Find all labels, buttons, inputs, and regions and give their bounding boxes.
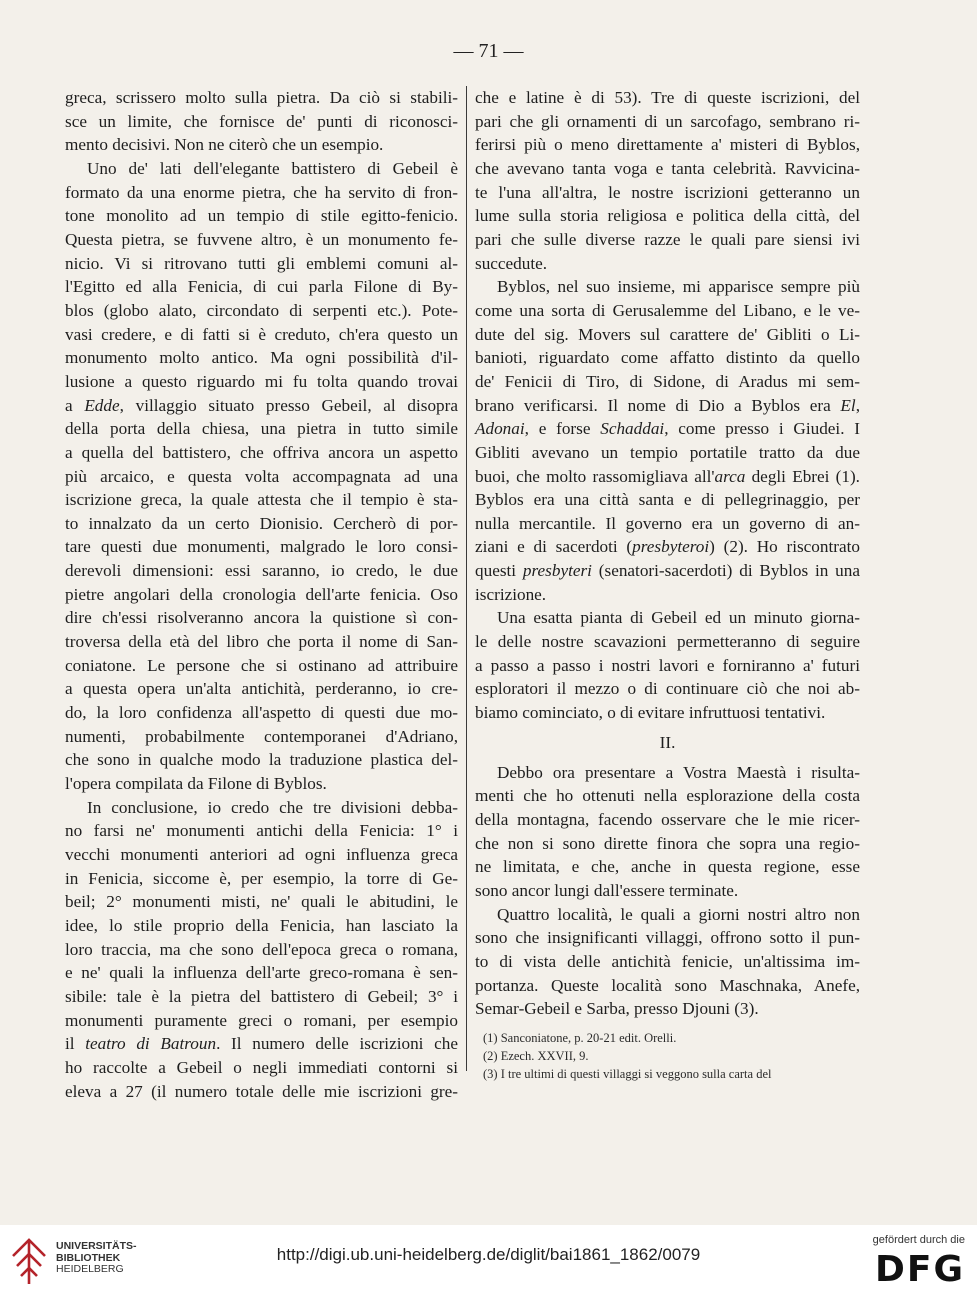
library-name-line1: UNIVERSITÄTS- <box>56 1240 137 1252</box>
dfg-logo: DFG <box>874 1249 965 1290</box>
text-line: il teatro di Batroun. Il numero delle iscrizioni che <box>65 1034 458 1054</box>
text-line: troversa della età del libro che porta il nome di San- <box>65 632 458 652</box>
text-line: coniatone. Le persone che si ostinano ad attribuire <box>65 655 458 675</box>
text-line: esploratori il mezzo o di continuare ciò che noi ab- <box>475 679 860 699</box>
text-line: loro traccia, ma che sono dell'epoca greca o romana, <box>65 939 458 959</box>
text-line: beil; 2° monumenti misti, ne' quali le abitudini, le <box>65 892 458 912</box>
text-line: mento decisivi. Non ne citerò che un esempio. <box>65 135 384 155</box>
footnotes <box>475 1029 860 1083</box>
text-line: pari che sulle diverse razze le quali pare siensi ivi <box>475 229 860 249</box>
text-line: Questa pietra, se fuvvene altro, è un monumento fe- <box>65 229 458 249</box>
text-line: l'opera compilata da Filone di Byblos. <box>65 774 327 794</box>
text-line: sce un limite, che fornisce de' punti di riconosci- <box>65 111 458 131</box>
text-line: blos (globo alato, circondato di serpenti etc.). Pote- <box>65 300 458 320</box>
text-line: Adonai, e forse Schaddai, come presso i Giudei. I <box>475 419 860 439</box>
text-line: ne limitata, e che, anche in questa regione, esse <box>475 857 860 877</box>
section-heading: II. <box>659 732 676 752</box>
text-line: le delle nostre scavazioni permetteranno di seguire <box>475 632 860 652</box>
text-line: buoi, che molto rassomigliava all'arca degli Ebrei (1). <box>475 466 860 486</box>
text-line: banioti, riguardato come affatto distinto da quello <box>475 348 860 368</box>
text-line: biamo cominciato, o di evitare infruttuosi tentativi. <box>475 703 826 723</box>
text-line: Quattro località, le quali a giorni nostri altro non <box>497 904 860 924</box>
text-line: succedute. <box>475 253 548 273</box>
text-line: menti che ho ottenuti nella esplorazione della costa <box>475 786 860 806</box>
sponsor-label: gefördert durch die <box>872 1234 965 1246</box>
right-column-part-1 <box>475 86 860 725</box>
permalink-url[interactable]: http://digi.ub.uni-heidelberg.de/diglit/bai1861_1862/0079 <box>276 1245 701 1264</box>
text-line: in Fenicia, siccome è, per esempio, la torre di Ge- <box>65 868 458 888</box>
text-line: dute del sig. Movers sul carattere de' Gibliti o Li- <box>475 324 860 344</box>
footnote: (1) Sanconiatone, p. 20-21 edit. Orelli. <box>483 1030 677 1045</box>
text-line: brano verificarsi. Il nome di Dio a Byblos era El, <box>475 395 860 415</box>
text-line: Byblos era una città santa e di pellegrinaggio, per <box>475 490 860 510</box>
text-line: vecchi monumenti anteriori ad ogni influenza greca <box>65 845 458 864</box>
text-line: ziani e di sacerdoti (presbyteroi) (2). Ho riscontrato <box>475 537 860 557</box>
library-name-line3: HEIDELBERG <box>56 1263 124 1275</box>
text-line: derevoli dimensioni: essi saranno, io credo, le due <box>65 561 458 581</box>
left-text-column <box>65 86 458 1103</box>
text-line: idee, lo stile proprio della Fenicia, han lasciato la <box>65 915 458 935</box>
text-line: come una sorta di Gerusalemme del Libano, e le ve- <box>475 300 860 320</box>
right-column-part-2 <box>475 761 860 1021</box>
text-line: tone monolito ad un tempio di stile egitto-fenicio. <box>65 206 458 226</box>
text-line: sono che insignificanti villaggi, offrono sotto il pun- <box>475 928 860 948</box>
right-text-column <box>475 86 860 1083</box>
text-line: lusione a questo riguardo mi fu tolta quando trovai <box>65 371 458 391</box>
text-line: nicio. Vi si ritrovano tutti gli emblemi comuni al- <box>65 253 458 273</box>
text-line: a quella del battistero, che offriva ancora un aspetto <box>65 442 458 462</box>
column-divider <box>466 86 467 1071</box>
text-line: Gibliti avevano un tempio portatile tratto da due <box>475 442 860 462</box>
text-line: lume sulla storia religiosa e politica della città, del <box>475 206 860 226</box>
text-line: te l'una all'altra, le nostre iscrizioni getteranno un <box>475 182 860 202</box>
text-line: questi presbyteri (senatori-sacerdoti) di Byblos in una <box>475 561 860 581</box>
text-line: della montagna, facendo osservare che le mie ricer- <box>475 810 860 830</box>
text-line: iscrizione greca, la quale attesta che il tempio è sta- <box>65 490 458 510</box>
footnote: (3) I tre ultimi di questi villaggi si veggono sulla carta del <box>483 1066 772 1081</box>
text-line: a passo a passo i nostri lavori e forniranno a' futuri <box>475 655 860 675</box>
text-line: no farsi ne' monumenti antichi della Fenicia: 1° i <box>65 821 458 841</box>
text-line: eleva a 27 (il numero totale delle mie iscrizioni gre- <box>65 1081 458 1101</box>
text-line: Byblos, nel suo insieme, mi apparisce sempre più <box>497 277 860 297</box>
text-line: ferirsi più o meno direttamente a' misteri di Byblos, <box>475 135 860 155</box>
text-line: nulla mercantile. Il governo era un governo di an- <box>475 513 860 533</box>
page-number: — 71 — <box>453 40 524 62</box>
text-line: Una esatta pianta di Gebeil ed un minuto giorna- <box>497 608 860 628</box>
footnote: (2) Ezech. XXVII, 9. <box>483 1048 589 1063</box>
text-line: iscrizione. <box>475 584 547 604</box>
text-line: Debbo ora presentare a Vostra Maestà i risulta- <box>497 762 860 782</box>
text-line: che e latine è di 53). Tre di queste iscrizioni, del <box>475 88 860 107</box>
text-line: a Edde, villaggio situato presso Gebeil, al disopra <box>65 395 458 415</box>
text-line: sibile: tale è la pietra del battistero di Gebeil; 3° i <box>65 986 458 1006</box>
text-line: che avevano tanta voga e tanta celebrità. Ravvicina- <box>475 158 860 178</box>
text-line: tare questi due monumenti, malgrado le loro consi- <box>65 537 458 557</box>
library-name-line2: BIBLIOTHEK <box>56 1251 121 1264</box>
text-line: monumenti puramente greci o romani, per esempio <box>65 1010 458 1030</box>
text-line: numenti, probabilmente contemporanei d'Adriano, <box>65 726 458 746</box>
text-line: e ne' quali la influenza dell'arte greco-romana è sen- <box>65 963 458 983</box>
text-line: greca, scrissero molto sulla pietra. Da ciò si stabili- <box>65 88 458 107</box>
text-line: più arcaico, e questa volta accompagnata ad una <box>65 466 458 486</box>
text-line: Semar-Gebeil e Sarba, presso Djouni (3). <box>475 999 759 1019</box>
text-line: vasi credere, e di fatti si è creduto, ch'era questo un <box>65 324 458 344</box>
text-line: ho raccolte a Gebeil o negli immediati contorni si <box>65 1057 458 1077</box>
text-line: che non si sono dirette finora che sopra una regio- <box>475 833 860 853</box>
text-line: Uno de' lati dell'elegante battistero di Gebeil è <box>87 158 458 178</box>
text-line: de' Fenicii di Tiro, di Sidone, di Aradus mi sem- <box>475 371 860 391</box>
text-line: dire ch'essi risolveranno ancora la quistione sì con- <box>65 608 458 628</box>
text-line: della porta della chiesa, una pietra in tutto simile <box>65 419 458 439</box>
text-line: portanza. Queste località sono Maschnaka, Anefe, <box>475 975 860 995</box>
text-line: pietre angolari della cronologia dell'arte fenicia. Oso <box>65 584 458 604</box>
text-line: che sono in qualche modo la traduzione plastica del- <box>65 750 458 770</box>
text-line: to innalzato da un certo Dionisio. Cercherò di por- <box>65 513 458 533</box>
text-line: monumento molto antico. Ma ogni possibilità d'il- <box>65 348 458 368</box>
text-line: to di vista delle antichità fenicie, un'altissima im- <box>475 951 860 971</box>
text-line: formato da una enorme pietra, che ha servito di fron- <box>65 182 458 202</box>
text-line: l'Egitto ed alla Fenicia, di cui parla Filone di By- <box>65 277 458 297</box>
text-line: pari che gli ornamenti di un sarcofago, sembrano ri- <box>475 111 860 131</box>
text-line: In conclusione, io credo che tre divisioni debba- <box>87 797 458 817</box>
footnote-spacer <box>475 1021 860 1029</box>
text-line: sono ancor lungi dall'essere terminate. <box>475 881 739 900</box>
text-line: a questa opera un'alta antichità, perderanno, io cre- <box>65 679 458 699</box>
text-line: do, la loro confidenza all'aspetto di questi due mo- <box>65 703 458 723</box>
